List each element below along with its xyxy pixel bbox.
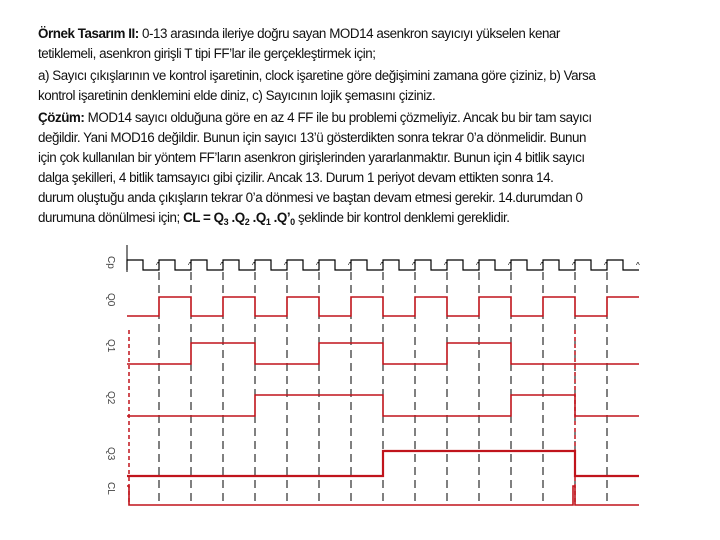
rising-edge-marker: ^ [380,261,384,270]
rising-edge-marker: ^ [540,261,544,270]
q0-waveform [127,297,639,316]
q3-waveform [127,451,639,476]
eq-sub: 3 [223,217,229,227]
solution-line-4: dalga şekilleri, 4 bitlik tamsayıcı gibi çizilir. Ancak 13. Durum 1 periyot devam ettikten sonra 14. [38,170,554,185]
eq-part: CL = Q [183,210,224,225]
rising-edge-marker: ^ [316,261,320,270]
eq-part: .Q [249,210,266,225]
signal-label-q0: Q0 [105,293,116,307]
solution-text: MOD14 sayıcı olduğuna göre en az 4 FF ile bu problemi çözmeliyiz. Ancak bu bir tam sayıcı [84,110,592,125]
q1-waveform [127,343,639,364]
rising-edge-marker: ^ [348,261,352,270]
problem-line-2: tetiklemeli, asenkron girişli T tipi FF’lar ile gerçekleştirmek için; [38,46,376,61]
rising-edge-marker: ^ [156,261,160,270]
eq-sub: 0 [290,217,295,227]
solution-line-5: durum oluştuğu anda çıkışların tekrar 0’a dönmesi ve baştan devam etmesi gerekir. 14.durumdan 0 [38,190,583,205]
solution-text-6b: şeklinde bir kontrol denklemi gereklidir. [294,210,510,225]
q2-waveform [127,395,639,416]
signal-label-q1: Q1 [105,339,116,353]
rising-edge-marker: ^ [188,261,192,270]
signal-label-q2: Q2 [105,391,116,405]
eq-sub: 1 [265,217,271,227]
eq-part: .Q’ [270,210,291,225]
rising-edge-marker: ^ [636,261,640,270]
rising-edge-marker: ^ [412,261,416,270]
solution-line-3: için çok kullanılan bir yöntem FF’ların asenkron girişlerinden yararlanmaktır. Bunun için 4 bitlik sayıcı [38,150,585,165]
rising-edge-marker: ^ [444,261,448,270]
signal-label-q3: Q3 [105,447,116,461]
rising-edge-marker: ^ [572,261,576,270]
rising-edge-marker: ^ [508,261,512,270]
rising-edge-marker: ^ [252,261,256,270]
rising-edge-marker: ^ [476,261,480,270]
tasks-line-1: a) Sayıcı çıkışlarının ve kontrol işaretinin, clock işaretine göre değişimini zamana göre çiziniz, b) Varsa [38,68,596,83]
problem-title: Örnek Tasarım II: [38,26,139,41]
signal-label-cl: CL [105,482,116,495]
eq-part: .Q [228,210,245,225]
solution-line-2: değildir. Yani MOD16 değildir. Bunun için sayıcı 13’ü gösterdikten sonra tekrar 0’a dönmelidir. Bunun [38,130,587,145]
problem-text: 0-13 arasında ileriye doğru sayan MOD14 asenkron sayıcıyı yükselen kenar [138,26,560,41]
rising-edge-marker: ^ [284,261,288,270]
rising-edge-marker: ^ [220,261,224,270]
solution-text-6: durumuna dönülmesi için; [38,210,184,225]
eq-sub: 2 [244,217,250,227]
signal-label-cp: Cp [105,256,116,269]
rising-edge-marker: ^ [604,261,608,270]
clock-waveform [127,260,639,270]
solution-title: Çözüm: [38,110,85,125]
tasks-line-2: kontrol işaretinin denklemini elde diniz, c) Sayıcının lojik şemasını çiziniz. [38,88,436,103]
